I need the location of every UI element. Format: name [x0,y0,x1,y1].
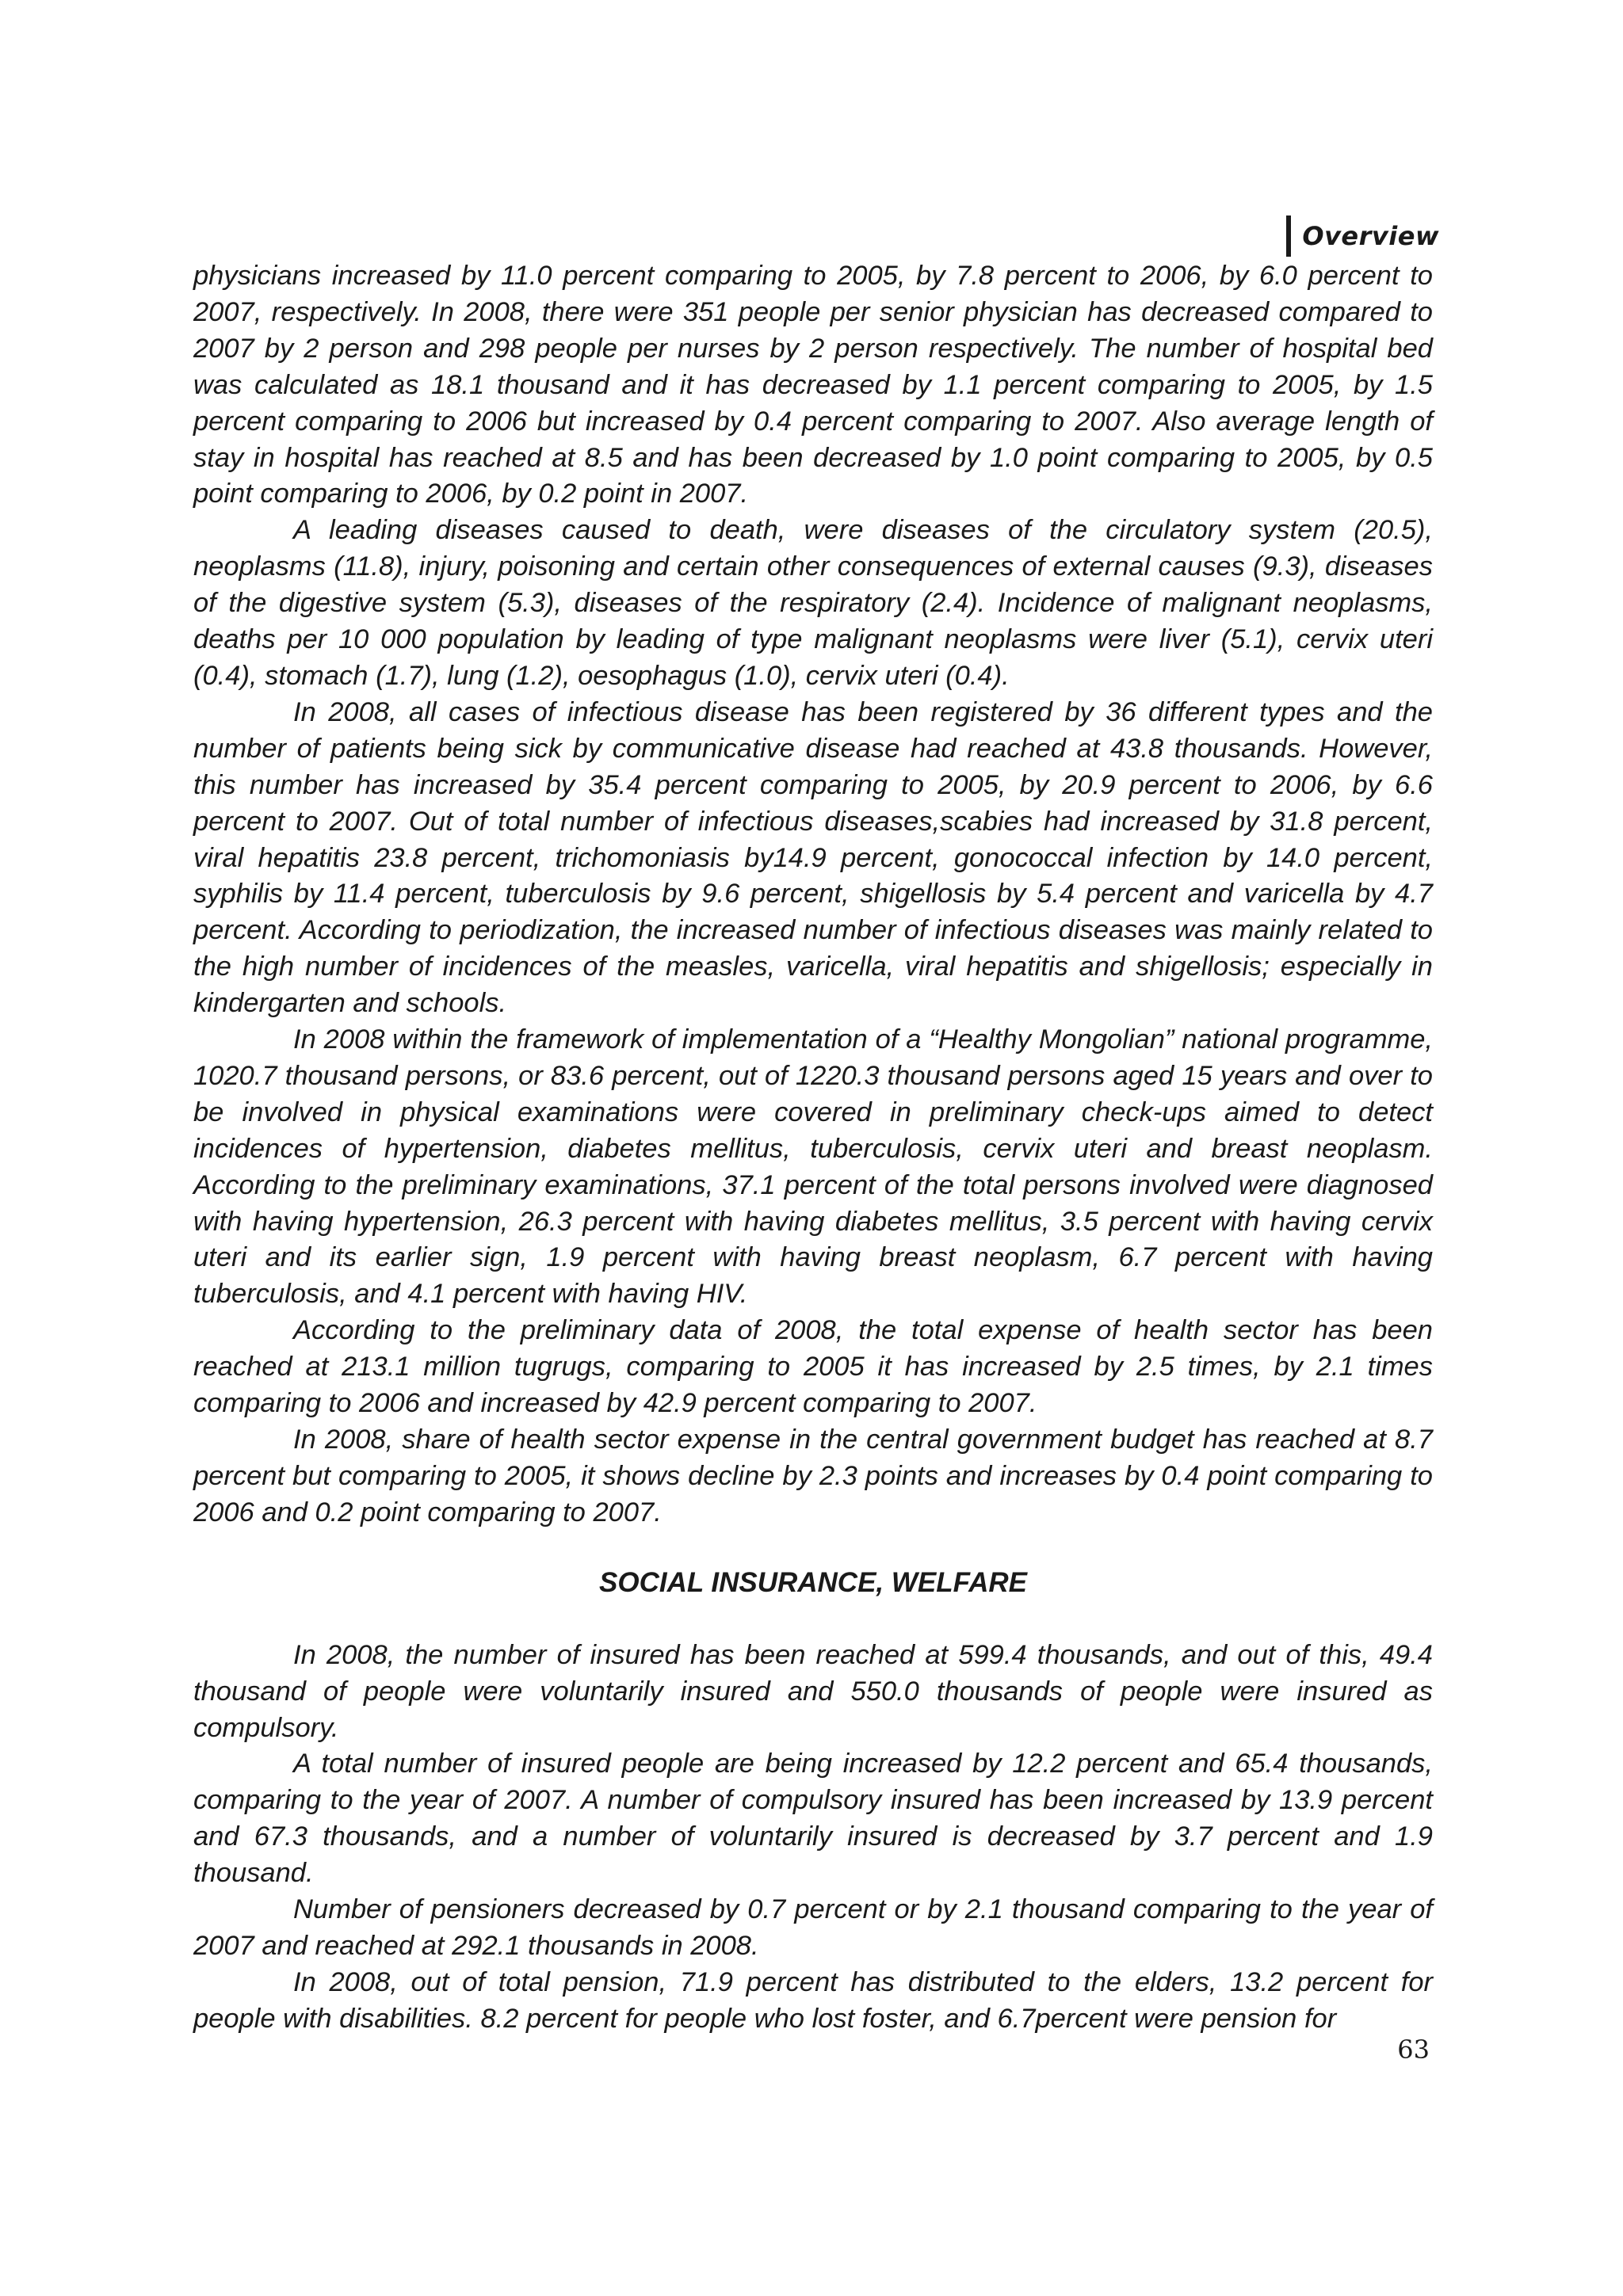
paragraph: In 2008, out of total pension, 71.9 percent has distributed to the elders, 13.2 percent for people with disabilities. 8.2 percent for people who lost foster, and 6.7percent were pension for [193,1966,1433,2034]
running-header [1286,215,1439,257]
page-number: 63 [1397,2035,1430,2065]
paragraph: According to the preliminary data of 2008, the total expense of health sector has been reached at 213.1 million tugrugs, comparing to 2005 it has increased by 2.5 times, by 2.1 times comparing to 2006 and increased by 42.9 percent comparing to 2007. [193,1315,1433,1419]
paragraph: physicians increased by 11.0 percent comparing to 2005, by 7.8 percent to 2006, by 6.0 percent to 2007, respectively. In 2008, there were 351 people per senior physician has decreased compared to 2007 by 2 person and 298 people per nurses by 2 person respectively. The number of hospital bed was calculated as 18.1 thousand and it has decreased by 1.1 percent comparing to 2005, by 1.5 percent comparing to 2006 but increased by 0.4 percent comparing to 2007. Also average length of stay in hospital has reached at 8.5 and has been decreased by 1.0 point comparing to 2005, by 0.5 point comparing to 2006, by 0.2 point in 2007. [193,261,1433,509]
section-title: Overview [1302,221,1439,251]
section-heading: SOCIAL INSURANCE, WELFARE [599,1566,1027,1598]
body-text [193,258,1433,2038]
paragraph: In 2008 within the framework of implementation of a “Healthy Mongolian” national programme, 1020.7 thousand persons, or 83.6 percent, out of 1220.3 thousand persons aged 15 years and over to be involved in physical examinations were covered in preliminary check-ups aimed to detect incidences of hypertension, diabetes mellitus, tuberculosis, cervix uteri and breast neoplasm. According to the preliminary examinations, 37.1 percent of the total persons involved were diagnosed with having hypertension, 26.3 percent with having diabetes mellitus, 3.5 percent with having cervix uteri and its earlier sign, 1.9 percent with having breast neoplasm, 6.7 percent with having tuberculosis, and 4.1 percent with having HIV. [193,1024,1433,1310]
paragraph: A leading diseases caused to death, were diseases of the circulatory system (20.5), neoplasms (11.8), injury, poisoning and certain other consequences of external causes (9.3), diseases of the digestive system (5.3), diseases of the respiratory (2.4). Incidence of malignant neoplasms, deaths per 10 000 population by leading of type malignant neoplasms were liver (5.1), cervix uteri (0.4), stomach (1.7), lung (1.2), oesophagus (1.0), cervix uteri (0.4). [193,515,1433,691]
paragraph: In 2008, all cases of infectious disease has been registered by 36 different types and the number of patients being sick by communicative disease had reached at 43.8 thousands. However, this number has increased by 35.4 percent comparing to 2005, by 20.9 percent to 2006, by 6.6 percent to 2007. Out of total number of infectious diseases,scabies had increased by 31.8 percent, viral hepatitis 23.8 percent, trichomoniasis by14.9 percent, gonococcal infection by 14.0 percent, syphilis by 11.4 percent, tuberculosis by 9.6 percent, shigellosis by 5.4 percent and varicella by 4.7 percent. According to periodization, the increased number of infectious diseases was mainly related to the high number of incidences of the measles, varicella, viral hepatitis and shigellosis; especially in kindergarten and schools. [193,696,1433,1019]
paragraph: In 2008, share of health sector expense in the central government budget has reached at 8.7 percent but comparing to 2005, it shows decline by 2.3 points and increases by 0.4 point comparing to 2006 and 0.2 point comparing to 2007. [193,1425,1433,1527]
paragraphs-top [193,258,1433,1531]
paragraph: Number of pensioners decreased by 0.7 percent or by 2.1 thousand comparing to the year of 2007 and reached at 292.1 thousands in 2008. [193,1894,1433,1961]
header-rule [1286,215,1291,257]
paragraph: A total number of insured people are being increased by 12.2 percent and 65.4 thousands, comparing to the year of 2007. A number of compulsory insured has been increased by 13.9 percent and 67.3 thousands, and a number of voluntarily insured is decreased by 3.7 percent and 1.9 thousand. [193,1749,1433,1889]
paragraph: In 2008, the number of insured has been reached at 599.4 thousands, and out of this, 49.4 thousand of people were voluntarily insured and 550.0 thousands of people were insured as compulsory. [193,1639,1433,1743]
paragraphs-bottom [193,1638,1433,2038]
